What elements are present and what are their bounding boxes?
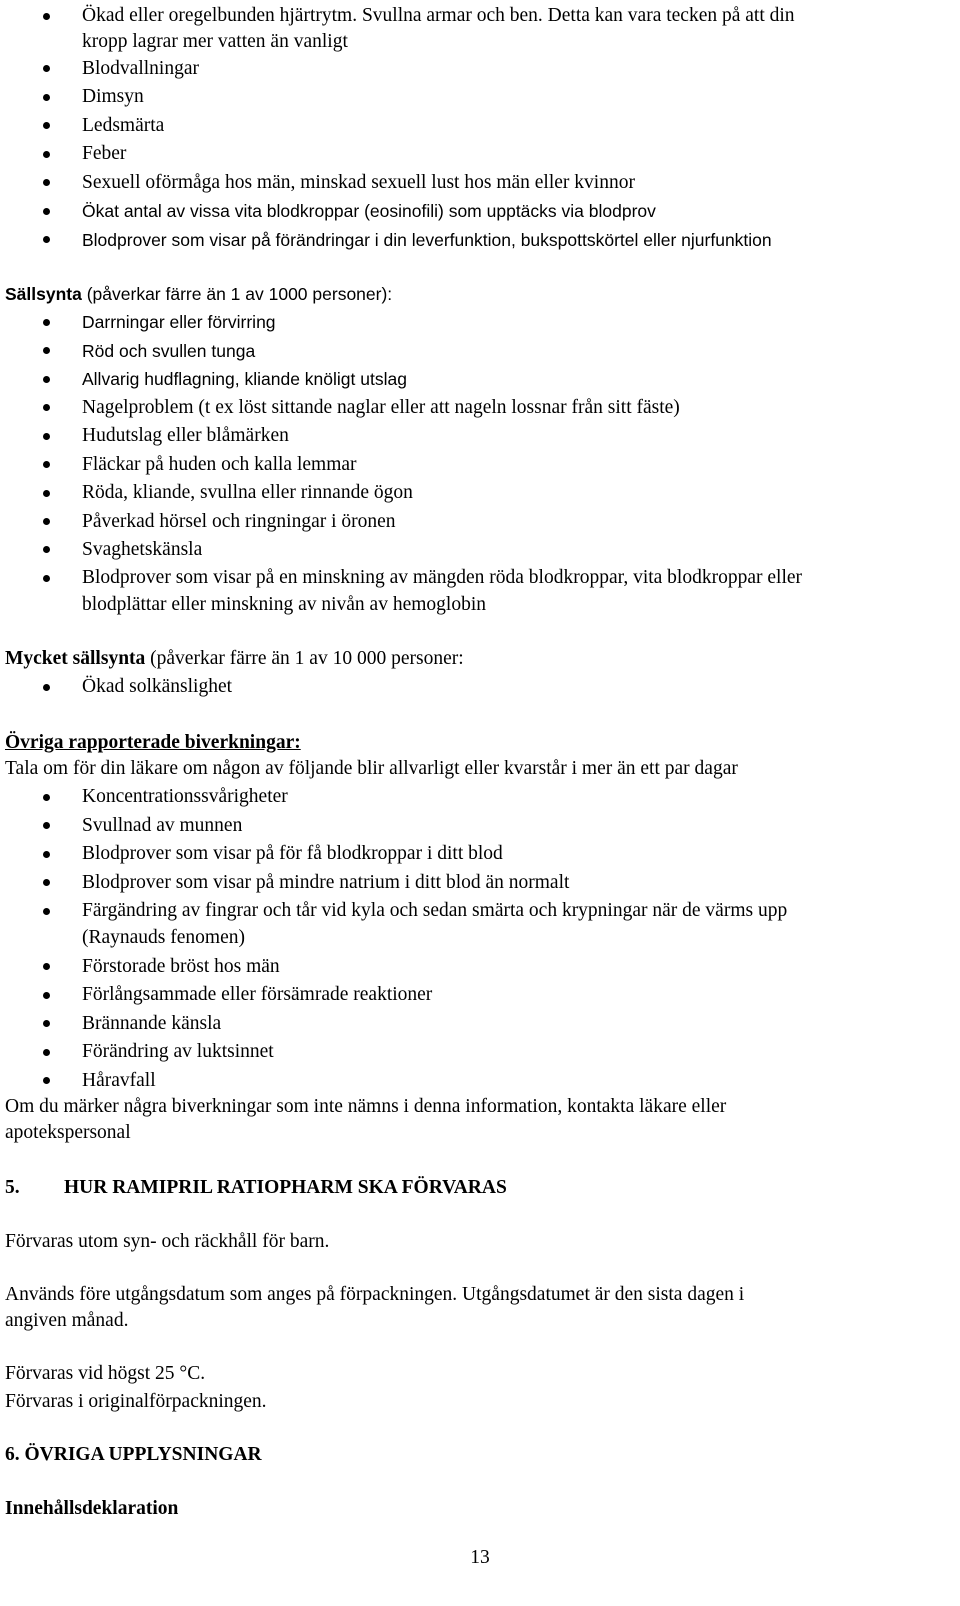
bullet-dot — [43, 879, 50, 886]
list-item: Sexuell oförmåga hos män, minskad sexuell lust hos män eller kvinnor — [82, 172, 635, 193]
section-6-title: 6. ÖVRIGA UPPLYSNINGAR — [5, 1444, 262, 1465]
storage-packaging: Förvaras i originalförpackningen. — [5, 1391, 267, 1412]
list-item: Håravfall — [82, 1070, 156, 1091]
list-item: Fläckar på huden och kalla lemmar — [82, 454, 357, 475]
list-item-continuation: kropp lagrar mer vatten än vanligt — [82, 31, 348, 52]
list-item: Svullnad av munnen — [82, 815, 243, 836]
list-item: Blodprover som visar på mindre natrium i ditt blod än normalt — [82, 872, 570, 893]
bullet-dot — [43, 546, 50, 553]
bullet-dot — [43, 319, 50, 326]
rare-heading — [5, 281, 392, 307]
list-item: Blodprover som visar på en minskning av mängden röda blodkroppar, vita blodkroppar eller — [82, 567, 803, 588]
other-side-effects-heading: Övriga rapporterade biverkningar: — [5, 732, 301, 753]
bullet-dot — [43, 1020, 50, 1027]
bullet-dot — [43, 404, 50, 411]
list-item: Hudutslag eller blåmärken — [82, 425, 289, 446]
contents-heading: Innehållsdeklaration — [5, 1498, 179, 1519]
very-rare-heading-frequency: (påverkar färre än 1 av 10 000 personer: — [145, 648, 464, 669]
bullet-dot — [43, 992, 50, 999]
list-item: Blodvallningar — [82, 58, 199, 79]
list-item: Förlångsammade eller försämrade reaktioner — [82, 984, 433, 1005]
list-item: Feber — [82, 143, 127, 164]
list-item: Svaghetskänsla — [82, 539, 203, 560]
list-item: Ökad eller oregelbunden hjärtrytm. Svullna armar och ben. Detta kan vara tecken på att din — [82, 5, 795, 26]
bullet-dot — [43, 433, 50, 440]
list-item: Blodprover som visar på för få blodkroppar i ditt blod — [82, 843, 503, 864]
section-5-number: 5. — [5, 1177, 20, 1198]
bullet-dot — [43, 851, 50, 858]
storage-line: Förvaras utom syn- och räckhåll för barn. — [5, 1231, 330, 1252]
list-item: Förstorade bröst hos män — [82, 956, 280, 977]
other-side-effects-intro: Tala om för din läkare om någon av följande blir allvarligt eller kvarstår i mer än ett par dagar — [5, 758, 738, 779]
bullet-dot — [43, 179, 50, 186]
bullet-dot — [43, 794, 50, 801]
list-item: Röd och svullen tunga — [82, 341, 256, 361]
list-item: Allvarig hudflagning, kliande knöligt utslag — [82, 369, 407, 389]
page-number: 13 — [470, 1547, 490, 1568]
list-item: Ökad solkänslighet — [82, 676, 233, 697]
bullet-dot — [43, 347, 50, 354]
bullet-dot — [43, 151, 50, 158]
bullet-dot — [43, 684, 50, 691]
bullet-dot — [43, 1049, 50, 1056]
storage-line: angiven månad. — [5, 1310, 129, 1331]
bullet-dot — [43, 13, 50, 20]
list-item: Förändring av luktsinnet — [82, 1041, 274, 1062]
bullet-dot — [43, 65, 50, 72]
bullet-dot — [43, 963, 50, 970]
very-rare-heading-label: Mycket sällsynta — [5, 648, 146, 669]
very-rare-heading — [5, 646, 464, 672]
bullet-dot — [43, 376, 50, 383]
bullet-dot — [43, 461, 50, 468]
bullet-dot — [43, 208, 50, 215]
list-item: Darrningar eller förvirring — [82, 312, 276, 332]
section-5-title: HUR RAMIPRIL RATIOPHARM SKA FÖRVARAS — [64, 1177, 507, 1198]
list-item: Koncentrationssvårigheter — [82, 786, 288, 807]
list-item: Påverkad hörsel och ringningar i öronen — [82, 511, 396, 532]
bullet-dot — [43, 490, 50, 497]
storage-temperature: Förvaras vid högst 25 °C. — [5, 1363, 206, 1384]
bullet-dot — [43, 575, 50, 582]
list-item: Nagelproblem (t ex löst sittande naglar eller att nageln lossnar från sitt fäste) — [82, 397, 680, 418]
list-item: Färgändring av fingrar och tår vid kyla och sedan smärta och krypningar när de värms upp — [82, 900, 788, 921]
bullet-dot — [43, 122, 50, 129]
bullet-dot — [43, 518, 50, 525]
bullet-dot — [43, 1077, 50, 1084]
storage-line: Används före utgångsdatum som anges på förpackningen. Utgångsdatumet är den sista dagen i — [5, 1284, 745, 1305]
list-item: Ökat antal av vissa vita blodkroppar (eosinofili) som upptäcks via blodprov — [82, 201, 656, 221]
list-item-continuation: blodplättar eller minskning av nivån av hemoglobin — [82, 594, 486, 615]
rare-heading-frequency: (påverkar färre än 1 av 1000 personer): — [81, 284, 393, 304]
list-item: Blodprover som visar på förändringar i din leverfunktion, bukspottskörtel eller njurfunktion — [82, 230, 772, 250]
list-item-continuation: (Raynauds fenomen) — [82, 927, 245, 948]
bullet-dot — [43, 822, 50, 829]
rare-heading-label: Sällsynta — [5, 284, 82, 304]
report-paragraph-line: apotekspersonal — [5, 1122, 131, 1143]
bullet-dot — [43, 236, 50, 243]
list-item: Brännande känsla — [82, 1013, 222, 1034]
report-paragraph-line: Om du märker några biverkningar som inte nämns i denna information, kontakta läkare eller — [5, 1096, 727, 1117]
bullet-dot — [43, 908, 50, 915]
list-item: Ledsmärta — [82, 115, 165, 136]
bullet-dot — [43, 94, 50, 101]
list-item: Röda, kliande, svullna eller rinnande ögon — [82, 482, 413, 503]
list-item: Dimsyn — [82, 86, 144, 107]
